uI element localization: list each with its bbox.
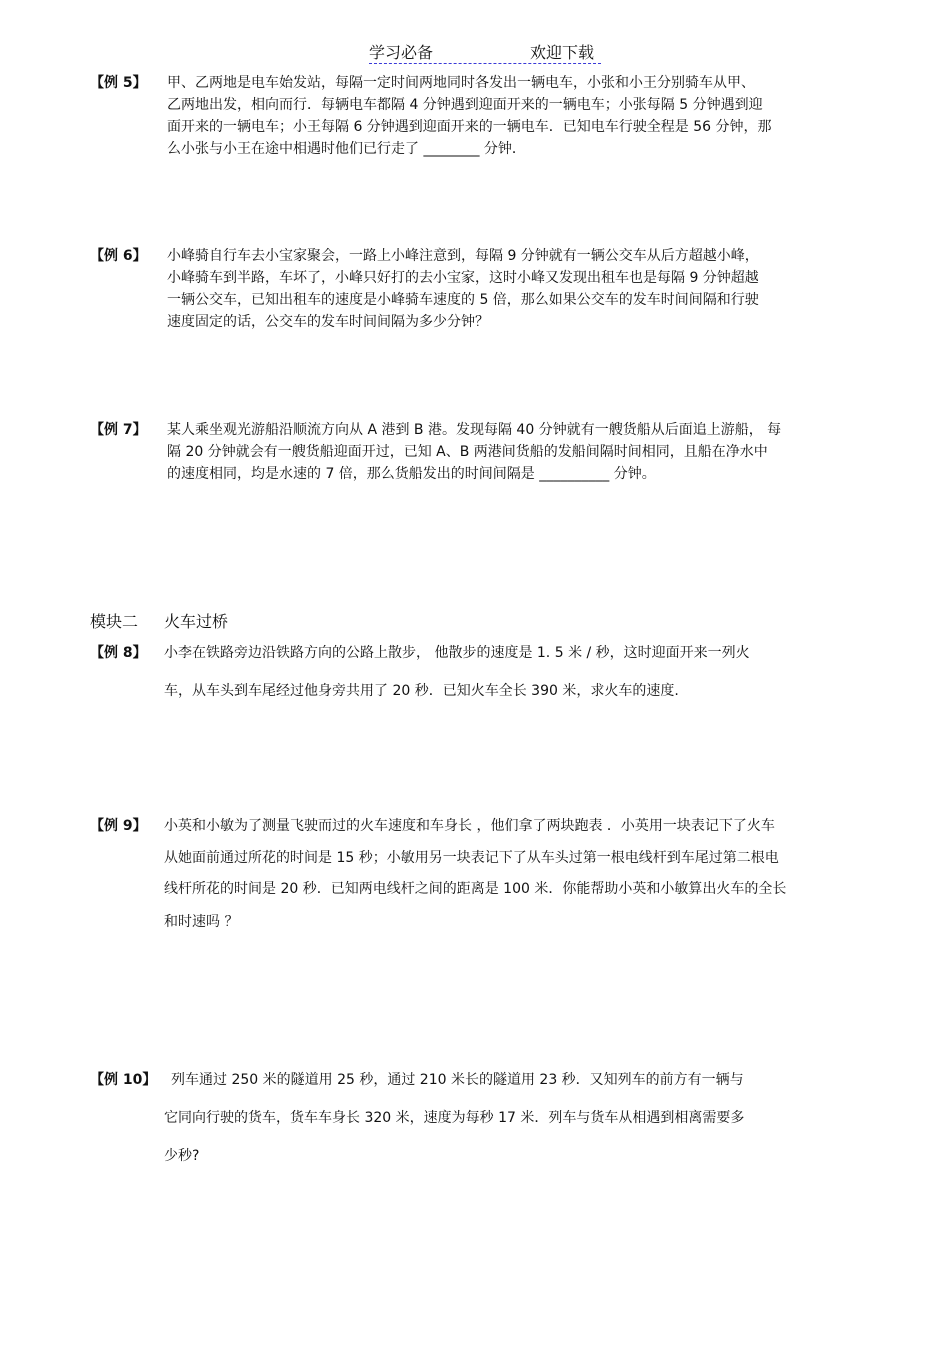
problem-tag: 【例 7】 xyxy=(90,422,147,438)
problem-tag: 【例 10】 xyxy=(90,1072,157,1088)
problem-line: 乙两地出发，相向而行．每辆电车都隔 4 分钟遇到迎面开来的一辆电车；小张每隔 5 分钟遇到迎 xyxy=(167,97,763,113)
header-right-text: 欢迎下载 xyxy=(530,43,595,62)
problem-line: 列车通过 250 米的隧道用 25 秒，通过 210 米长的隧道用 23 秒．又知列车的前方有一辆与 xyxy=(171,1072,744,1088)
problem-line: 小英和小敏为了测量飞驶而过的火车速度和车身长 ，他们拿了两块跑表 ．小英用一块表记下了火车 xyxy=(164,818,775,834)
problem-line: 小峰骑自行车去小宝家聚会，一路上小峰注意到，每隔 9 分钟就有一辆公交车从后方超越小峰， xyxy=(167,248,759,264)
problem-tag: 【例 9】 xyxy=(90,818,147,834)
problem-line: 面开来的一辆电车；小王每隔 6 分钟遇到迎面开来的一辆电车．已知电车行驶全程是 56 分钟，那 xyxy=(167,119,772,135)
problem-line: 少秒? xyxy=(164,1148,200,1164)
page-header xyxy=(0,40,950,68)
problem-line: 从她面前通过所花的时间是 15 秒；小敏用另一块表记下了从车头过第一根电线杆到车尾过第二根电 xyxy=(164,850,779,866)
problem-tag: 【例 5】 xyxy=(90,75,147,91)
problem-line: 小峰骑车到半路，车坏了，小峰只好打的去小宝家，这时小峰又发现出租车也是每隔 9 分钟超越 xyxy=(167,270,759,286)
header-left-text: 学习必备 xyxy=(369,43,434,62)
problem-tag: 【例 6】 xyxy=(90,248,147,264)
problem-line: 和时速吗 ？ xyxy=(164,914,239,930)
problem-line: 一辆公交车，已知出租车的速度是小峰骑车速度的 5 倍，那么如果公交车的发车时间间隔和行驶 xyxy=(167,292,759,308)
problem-line: 某人乘坐观光游船沿顺流方向从 A 港到 B 港。发现每隔 40 分钟就有一艘货船从后面追上游船， 每 xyxy=(167,422,782,438)
problem-line: 么小张与小王在途中相遇时他们已行走了 ________ 分钟． xyxy=(167,141,526,157)
problem-line: 小李在铁路旁边沿铁路方向的公路上散步， 他散步的速度是 1. 5 米 / 秒，这时迎面开来一列火 xyxy=(164,645,750,661)
section-label: 模块二 xyxy=(90,612,139,631)
problem-line: 速度固定的话，公交车的发车时间间隔为多少分钟？ xyxy=(167,314,489,330)
problem-tag: 【例 8】 xyxy=(90,645,147,661)
problem-line: 它同向行驶的货车，货车车身长 320 米，速度为每秒 17 米．列车与货车从相遇到相离需要多 xyxy=(164,1110,745,1126)
problem-line: 甲、乙两地是电车始发站，每隔一定时间两地同时各发出一辆电车，小张和小王分别骑车从甲、 xyxy=(167,75,755,91)
section-title xyxy=(90,609,228,632)
problem-line: 车，从车头到车尾经过他身旁共用了 20 秒．已知火车全长 390 米，求火车的速度. xyxy=(164,683,679,699)
section-heading: 火车过桥 xyxy=(164,612,229,631)
problem-line: 隔 20 分钟就会有一艘货船迎面开过，已知 A、B 两港间货船的发船间隔时间相同，且船在净水中 xyxy=(167,444,768,460)
problem-line: 的速度相同，均是水速的 7 倍，那么货船发出的时间间隔是 __________ 分钟。 xyxy=(167,466,656,482)
problem-line: 线杆所花的时间是 20 秒．已知两电线杆之间的距离是 100 米．你能帮助小英和小敏算出火车的全长 xyxy=(164,881,787,897)
header-rule xyxy=(369,63,601,64)
